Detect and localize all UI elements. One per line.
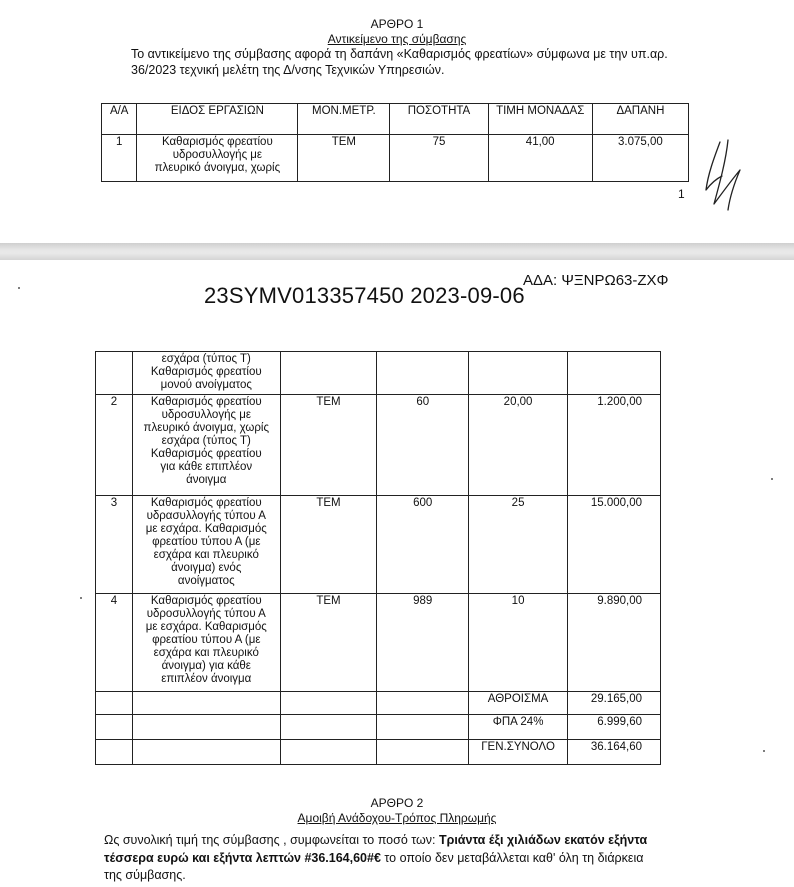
- cell-price: 25: [469, 496, 568, 594]
- desc-line: εσχάρα (τύπος Τ): [161, 435, 251, 447]
- desc-line: Καθαρισμός φρεατίου: [162, 136, 273, 148]
- vat-value: 6.999,60: [568, 715, 661, 740]
- desc-line: υδρασυλλογής τύπου Α: [146, 510, 266, 522]
- cell-cost: [568, 352, 661, 395]
- empty-cell: [280, 715, 377, 740]
- desc-line: πλευρικό άνοιγμα, χωρίς: [154, 162, 281, 174]
- cell-desc: [132, 594, 280, 692]
- desc-line: Καθαρισμός φρεατίου: [150, 595, 262, 607]
- header-work-type: ΕΙΔΟΣ ΕΡΓΑΣΙΩΝ: [137, 104, 298, 135]
- scan-speck: [18, 287, 20, 289]
- works-table-part1: [101, 103, 689, 182]
- scan-speck: [763, 750, 765, 752]
- cell-qty: 75: [390, 135, 488, 182]
- desc-line: εσχάρα (τύπος Τ): [161, 353, 251, 365]
- empty-cell: [132, 740, 280, 765]
- cell-cost: 3.075,00: [592, 135, 688, 182]
- cell-unit: ΤΕΜ: [280, 395, 377, 496]
- table-row: [102, 135, 689, 182]
- cell-qty: 600: [377, 496, 469, 594]
- cell-qty: [377, 352, 469, 395]
- article2-amount-words: Τριάντα έξι χιλιάδων εκατόν εξήντα: [438, 833, 648, 847]
- table-header-row: [102, 104, 689, 135]
- desc-line: Καθαρισμός φρεατίου: [150, 448, 262, 460]
- cell-aa: 3: [96, 496, 133, 594]
- empty-cell: [132, 692, 280, 715]
- table-row: [96, 395, 661, 496]
- total-label: ΑΘΡΟΙΣΜΑ: [469, 692, 568, 715]
- article2-heading: ΑΡΘΡΟ 2: [370, 796, 424, 810]
- desc-line: ανοίγματος: [177, 575, 235, 587]
- table-row: [96, 352, 661, 395]
- article2-text-line3: της σύμβασης.: [104, 868, 186, 882]
- desc-line: επιπλέον άνοιγμα: [161, 673, 252, 685]
- desc-line: Καθαρισμός φρεατίου: [150, 366, 262, 378]
- vat-label: ΦΠΑ 24%: [469, 715, 568, 740]
- header-aa: Α/Α: [102, 104, 137, 135]
- article1-subheading: Αντικείμενο της σύμβασης: [327, 32, 467, 46]
- article1-text-line1: Το αντικείμενο της σύμβασης αφορά τη δαπάνη «Καθαρισμός φρεατίων» σύμφωνα με την υπ.αρ.: [131, 47, 668, 61]
- desc-line: Καθαρισμός φρεατίου: [150, 396, 262, 408]
- table-row: [96, 496, 661, 594]
- cell-price: [469, 352, 568, 395]
- article1-text-line2: 36/2023 τεχνική μελέτη της Δ/νσης Τεχνικών Υπηρεσιών.: [131, 63, 445, 77]
- desc-line: με εσχάρα. Καθαρισμός: [145, 621, 267, 633]
- cell-unit: ΤΕΜ: [280, 496, 377, 594]
- cutoff-text-line: [196, 0, 616, 5]
- desc-line: εσχάρα και πλευρικό: [153, 549, 259, 561]
- cell-aa: 1: [102, 135, 137, 182]
- article2-text-line1: [104, 832, 664, 848]
- cell-aa: 2: [96, 395, 133, 496]
- article1-heading: ΑΡΘΡΟ 1: [370, 17, 424, 31]
- desc-line: υδροσυλλογής τύπου Α: [146, 608, 266, 620]
- article2-text-plain: Ως συνολική τιμή της σύμβασης , συμφωνείται το ποσό των:: [104, 833, 439, 847]
- grand-total-value: 36.164,60: [568, 740, 661, 765]
- empty-cell: [377, 715, 469, 740]
- document-page-1: [0, 0, 794, 243]
- document-stamp: 23SYMV013357450 2023-09-06: [204, 283, 525, 308]
- cell-aa: [96, 352, 133, 395]
- handwritten-signature: [700, 138, 750, 218]
- cell-desc: [132, 496, 280, 594]
- totals-row: [96, 692, 661, 715]
- cell-qty: 60: [377, 395, 469, 496]
- cell-price: 41,00: [488, 135, 592, 182]
- cell-price: 10: [469, 594, 568, 692]
- total-value: 29.165,00: [568, 692, 661, 715]
- cell-desc: [137, 135, 298, 182]
- scan-speck: [771, 478, 773, 480]
- desc-line: μονού ανοίγματος: [160, 379, 252, 391]
- empty-cell: [280, 692, 377, 715]
- scan-speck: [80, 597, 82, 599]
- desc-line: με εσχάρα. Καθαρισμός: [145, 523, 267, 535]
- empty-cell: [96, 692, 133, 715]
- empty-cell: [377, 740, 469, 765]
- cell-desc: [132, 395, 280, 496]
- desc-line: φρεατίου τύπου Α (με: [152, 536, 261, 548]
- desc-line: άνοιγμα) ενός: [171, 562, 242, 574]
- empty-cell: [132, 715, 280, 740]
- cell-cost: 9.890,00: [568, 594, 661, 692]
- header-unit: ΜΟΝ.ΜΕΤΡ.: [298, 104, 390, 135]
- grand-total-label: ΓΕΝ.ΣΥΝΟΛΟ: [469, 740, 568, 765]
- page-number: 1: [678, 187, 685, 201]
- totals-row: [96, 715, 661, 740]
- article2-text-plain: το οποίο δεν μεταβάλλεται καθ' όλη τη διάρκεια: [380, 851, 644, 865]
- desc-line: υδροσυλλογής με: [172, 149, 263, 161]
- table-row: [96, 594, 661, 692]
- header-cost: ΔΑΠΑΝΗ: [592, 104, 688, 135]
- article2-subheading: Αμοιβή Ανάδοχου-Τρόπος Πληρωμής: [297, 811, 497, 825]
- article2-amount: τέσσερα ευρώ και εξήντα λεπτών #36.164,60#€: [104, 851, 381, 865]
- cell-price: 20,00: [469, 395, 568, 496]
- header-unit-price: ΤΙΜΗ ΜΟΝΑΔΑΣ: [488, 104, 592, 135]
- desc-line: για κάθε επιπλέον: [160, 461, 253, 473]
- cell-desc: [132, 352, 280, 395]
- desc-line: Καθαρισμός φρεατίου: [150, 497, 262, 509]
- desc-line: πλευρικό άνοιγμα, χωρίς: [143, 422, 270, 434]
- cell-aa: 4: [96, 594, 133, 692]
- ada-code: ΑΔΑ: ΨΞΝΡΩ63-ΖΧΦ: [523, 272, 669, 289]
- cell-unit: [280, 352, 377, 395]
- empty-cell: [377, 692, 469, 715]
- works-table-part2: [95, 351, 661, 765]
- desc-line: άνοιγμα: [186, 474, 227, 486]
- cell-cost: 15.000,00: [568, 496, 661, 594]
- desc-line: άνοιγμα) για κάθε: [161, 660, 251, 672]
- header-quantity: ΠΟΣΟΤΗΤΑ: [390, 104, 488, 135]
- empty-cell: [96, 740, 133, 765]
- cell-unit: ΤΕΜ: [298, 135, 390, 182]
- page-separator: [0, 243, 794, 260]
- article2-text-line2: [104, 850, 684, 866]
- cell-qty: 989: [377, 594, 469, 692]
- desc-line: φρεατίου τύπου Α (με: [152, 634, 261, 646]
- empty-cell: [280, 740, 377, 765]
- cell-unit: ΤΕΜ: [280, 594, 377, 692]
- desc-line: εσχάρα και πλευρικό: [153, 647, 259, 659]
- totals-row: [96, 740, 661, 765]
- empty-cell: [96, 715, 133, 740]
- desc-line: υδροσυλλογής με: [161, 409, 251, 421]
- cell-cost: 1.200,00: [568, 395, 661, 496]
